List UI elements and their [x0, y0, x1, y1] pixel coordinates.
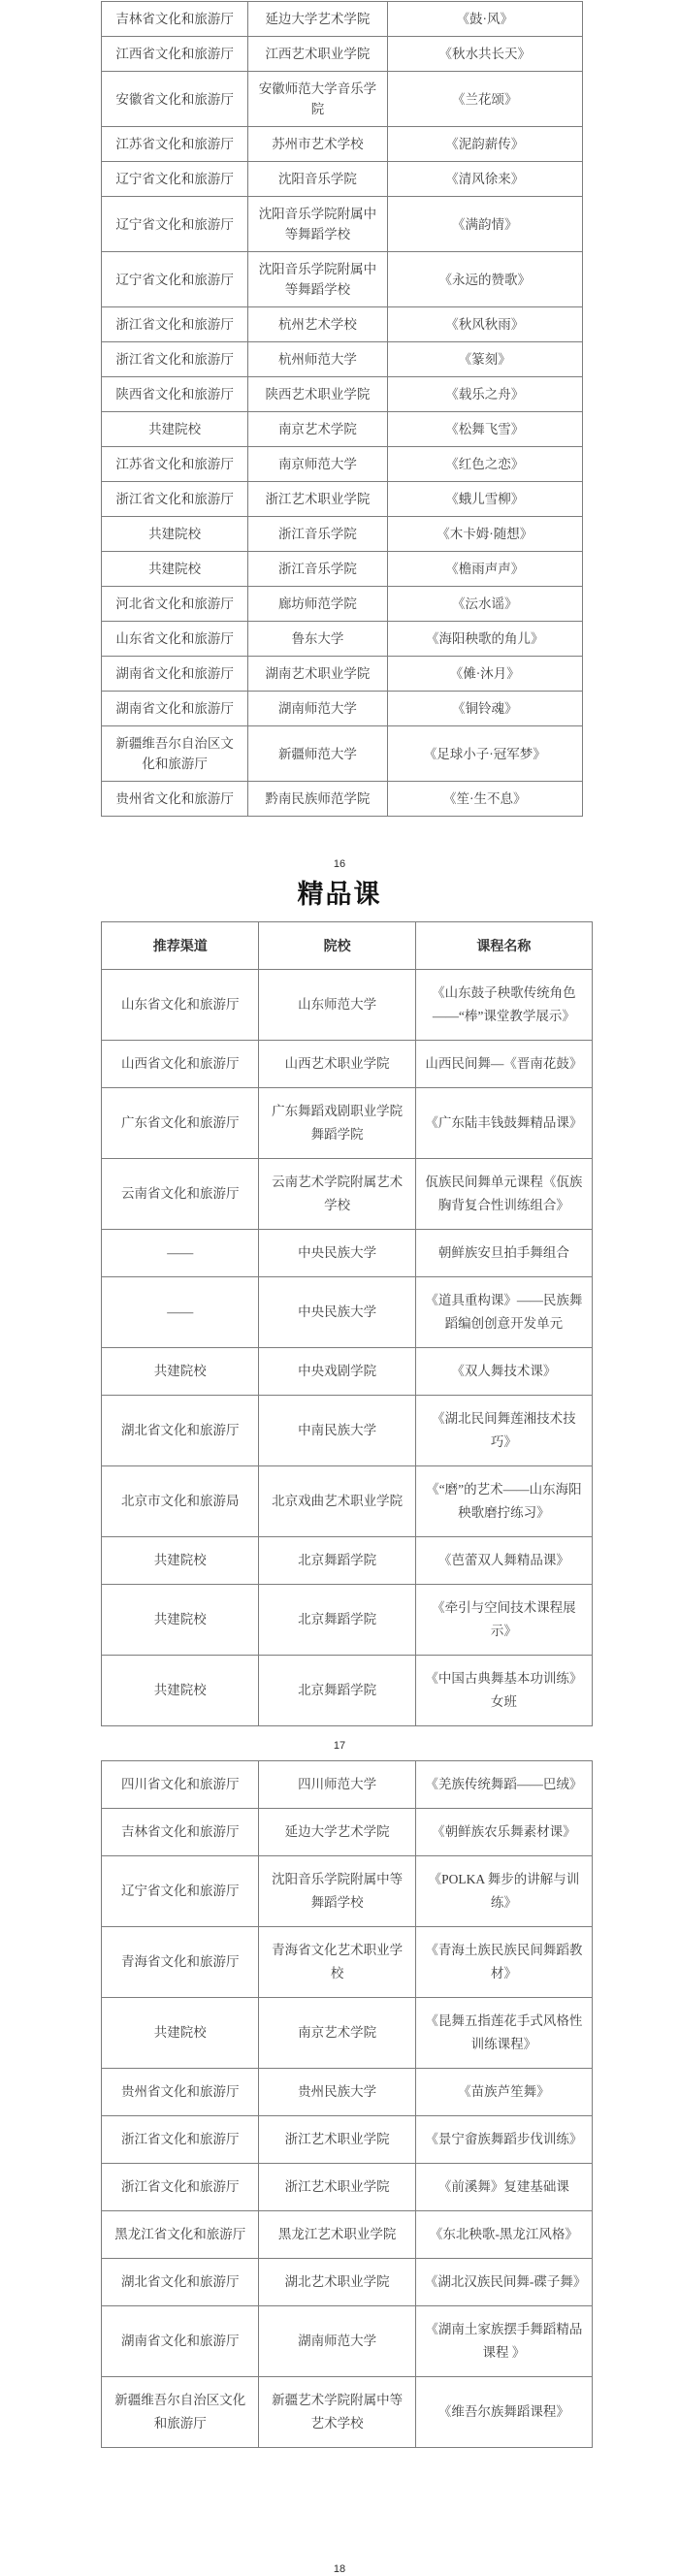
- table-cell: 陕西省文化和旅游厅: [102, 377, 248, 412]
- table-row: [102, 2259, 593, 2306]
- table-cell: 湖南省文化和旅游厅: [102, 657, 248, 692]
- table-cell: 《红色之恋》: [387, 447, 582, 482]
- table-cell: 贵州民族大学: [259, 2069, 415, 2116]
- column-header-school: 院校: [259, 922, 415, 970]
- table-cell: 《牵引与空间技术课程展示》: [415, 1585, 592, 1656]
- table-cell: 北京舞蹈学院: [259, 1585, 415, 1656]
- table-cell: 《海阳秧歌的角儿》: [387, 622, 582, 657]
- table-cell: 浙江音乐学院: [248, 517, 387, 552]
- table-cell: 广东省文化和旅游厅: [102, 1088, 259, 1159]
- column-header-course: 课程名称: [415, 922, 592, 970]
- table-cell: 鲁东大学: [248, 622, 387, 657]
- table-cell: 湖南省文化和旅游厅: [102, 692, 248, 726]
- table-row: [102, 2069, 593, 2116]
- table-cell: 《山东鼓子秧歌传统角色——“棒”课堂教学展示》: [415, 970, 592, 1041]
- table-row: [102, 307, 583, 342]
- table-cell: 苏州市艺术学校: [248, 127, 387, 162]
- table-cell: 湖南省文化和旅游厅: [102, 2306, 259, 2377]
- table-row: [102, 1927, 593, 1998]
- table-cell: 《景宁畲族舞蹈步伐训练》: [415, 2116, 592, 2164]
- table-cell: 共建院校: [102, 1656, 259, 1726]
- table-cell: 《POLKA 舞步的讲解与训练》: [415, 1856, 592, 1927]
- table-row: [102, 2164, 593, 2211]
- table-cell: 浙江省文化和旅游厅: [102, 307, 248, 342]
- table-cell: 山东省文化和旅游厅: [102, 622, 248, 657]
- table-cell: 辽宁省文化和旅游厅: [102, 162, 248, 197]
- table-cell: 廊坊师范学院: [248, 587, 387, 622]
- table-row: [102, 127, 583, 162]
- table-cell: 黔南民族师范学院: [248, 782, 387, 817]
- table-cell: 青海省文化艺术职业学校: [259, 1927, 415, 1998]
- table-cell: 四川省文化和旅游厅: [102, 1761, 259, 1809]
- table-cell: 江西省文化和旅游厅: [102, 37, 248, 72]
- table-row: [102, 1348, 593, 1396]
- table-cell: 辽宁省文化和旅游厅: [102, 1856, 259, 1927]
- table-row: [102, 1230, 593, 1277]
- document-page: [0, 1, 679, 2575]
- table-row: [102, 692, 583, 726]
- table-cell: 《篆刻》: [387, 342, 582, 377]
- table-cell: 浙江省文化和旅游厅: [102, 342, 248, 377]
- table-cell: 沈阳音乐学院附属中等舞蹈学校: [248, 252, 387, 307]
- table-row: [102, 197, 583, 252]
- table-row: [102, 37, 583, 72]
- table-cell: 湖南师范大学: [259, 2306, 415, 2377]
- table-cell: 《秋水共长天》: [387, 37, 582, 72]
- table-cell: 南京艺术学院: [259, 1998, 415, 2069]
- table-cell: 山东师范大学: [259, 970, 415, 1041]
- table-cell: 佤族民间舞单元课程《佤族胸背复合性训练组合》: [415, 1159, 592, 1230]
- table-row: [102, 2, 583, 37]
- table-cell: 《铜铃魂》: [387, 692, 582, 726]
- table-cell: 中央民族大学: [259, 1230, 415, 1277]
- table-cell: 《青海土族民族民间舞蹈教材》: [415, 1927, 592, 1998]
- table-cell: 北京舞蹈学院: [259, 1537, 415, 1585]
- table-cell: 《“磨”的艺术——山东海阳秧歌磨拧练习》: [415, 1466, 592, 1537]
- table-cell: 浙江省文化和旅游厅: [102, 2116, 259, 2164]
- table-cell: 《广东陆丰钱鼓舞精品课》: [415, 1088, 592, 1159]
- table-cell: 辽宁省文化和旅游厅: [102, 252, 248, 307]
- table-cell: 沈阳音乐学院附属中等舞蹈学校: [259, 1856, 415, 1927]
- table-cell: 安徽省文化和旅游厅: [102, 72, 248, 127]
- table-row: [102, 726, 583, 782]
- table-cell: 《湖北民间舞莲湘技术技巧》: [415, 1396, 592, 1466]
- table-row: [102, 517, 583, 552]
- table-cell: 山东省文化和旅游厅: [102, 970, 259, 1041]
- table-cell: 《苗族芦笙舞》: [415, 2069, 592, 2116]
- table-cell: 浙江音乐学院: [248, 552, 387, 587]
- table-cell: 《昆舞五指莲花手式风格性训练课程》: [415, 1998, 592, 2069]
- table-cell: 共建院校: [102, 517, 248, 552]
- table-cell: 新疆维吾尔自治区文化和旅游厅: [102, 2377, 259, 2448]
- table-cell: 中南民族大学: [259, 1396, 415, 1466]
- table-header-row: [102, 922, 593, 970]
- table-row: [102, 1537, 593, 1585]
- table-cell: 《木卡姆·随想》: [387, 517, 582, 552]
- table-cell: 《兰花颂》: [387, 72, 582, 127]
- table-cell: 共建院校: [102, 412, 248, 447]
- table-row: [102, 782, 583, 817]
- table-cell: 共建院校: [102, 1348, 259, 1396]
- table-cell: 《清风徐来》: [387, 162, 582, 197]
- table-cell: 《笙·生不息》: [387, 782, 582, 817]
- page-number: 18: [333, 2563, 346, 2575]
- table-cell: 《道具重构课》——民族舞蹈编创创意开发单元: [415, 1277, 592, 1348]
- table-cell: 《檐雨声声》: [387, 552, 582, 587]
- table-cell: 《前溪舞》复建基础课: [415, 2164, 592, 2211]
- table-cell: 南京师范大学: [248, 447, 387, 482]
- table-cell: 浙江省文化和旅游厅: [102, 482, 248, 517]
- table-cell: 浙江省文化和旅游厅: [102, 2164, 259, 2211]
- table-cell: 江苏省文化和旅游厅: [102, 447, 248, 482]
- table-cell: 《东北秧歌-黑龙江风格》: [415, 2211, 592, 2259]
- table-cell: 《蛾儿雪柳》: [387, 482, 582, 517]
- table-row: [102, 1088, 593, 1159]
- table-cell: 杭州艺术学校: [248, 307, 387, 342]
- table-cell: 《鼓·风》: [387, 2, 582, 37]
- table-row: [102, 482, 583, 517]
- table-cell: 共建院校: [102, 552, 248, 587]
- table-cell: 北京戏曲艺术职业学院: [259, 1466, 415, 1537]
- section-title: 精品课: [297, 880, 382, 909]
- table-cell: 安徽师范大学音乐学院: [248, 72, 387, 127]
- table-cell: 青海省文化和旅游厅: [102, 1927, 259, 1998]
- column-header-channel: 推荐渠道: [102, 922, 259, 970]
- table-cell: 浙江艺术职业学院: [248, 482, 387, 517]
- table-cell: 《载乐之舟》: [387, 377, 582, 412]
- table-cell: 河北省文化和旅游厅: [102, 587, 248, 622]
- table-cell: 湖北艺术职业学院: [259, 2259, 415, 2306]
- table-cell: 浙江艺术职业学院: [259, 2164, 415, 2211]
- table-row: [102, 1466, 593, 1537]
- table-row: [102, 1856, 593, 1927]
- table-cell: 新疆艺术学院附属中等艺术学校: [259, 2377, 415, 2448]
- table-cell: 黑龙江艺术职业学院: [259, 2211, 415, 2259]
- table-cell: 广东舞蹈戏剧职业学院舞蹈学院: [259, 1088, 415, 1159]
- table-row: [102, 2116, 593, 2164]
- page-number: 16: [333, 858, 346, 870]
- table-row: [102, 587, 583, 622]
- table-cell: ——: [102, 1277, 259, 1348]
- table-row: [102, 1998, 593, 2069]
- table-cell: 延边大学艺术学院: [248, 2, 387, 37]
- table-cell: 延边大学艺术学院: [259, 1809, 415, 1856]
- table-cell: 《朝鲜族农乐舞素材课》: [415, 1809, 592, 1856]
- table-cell: 浙江艺术职业学院: [259, 2116, 415, 2164]
- table-row: [102, 447, 583, 482]
- table-cell: 湖南师范大学: [248, 692, 387, 726]
- table-row: [102, 1656, 593, 1726]
- table-cell: ——: [102, 1230, 259, 1277]
- table-cell: 共建院校: [102, 1537, 259, 1585]
- table-cell: 《松舞飞雪》: [387, 412, 582, 447]
- table-cell: 《秋风秋雨》: [387, 307, 582, 342]
- table-cell: 《中国古典舞基本功训练》女班: [415, 1656, 592, 1726]
- table-cell: 中央戏剧学院: [259, 1348, 415, 1396]
- table-cell: 吉林省文化和旅游厅: [102, 1809, 259, 1856]
- table-cell: 贵州省文化和旅游厅: [102, 782, 248, 817]
- table-cell: 《羌族传统舞蹈——巴绒》: [415, 1761, 592, 1809]
- table-cell: 中央民族大学: [259, 1277, 415, 1348]
- table-row: [102, 72, 583, 127]
- table-cell: 黑龙江省文化和旅游厅: [102, 2211, 259, 2259]
- table-cell: 《湖南土家族摆手舞蹈精品课程 》: [415, 2306, 592, 2377]
- table-cell: 新疆师范大学: [248, 726, 387, 782]
- quality-courses-table: [101, 921, 593, 1726]
- table-cell: 云南艺术学院附属艺术学校: [259, 1159, 415, 1230]
- table-cell: 共建院校: [102, 1998, 259, 2069]
- table-row: [102, 1809, 593, 1856]
- table-cell: 《泥韵薪传》: [387, 127, 582, 162]
- page-number: 17: [333, 1740, 346, 1752]
- table-cell: 湖北省文化和旅游厅: [102, 2259, 259, 2306]
- table-cell: 江苏省文化和旅游厅: [102, 127, 248, 162]
- table-cell: 新疆维吾尔自治区文化和旅游厅: [102, 726, 248, 782]
- table-cell: 《芭蕾双人舞精品课》: [415, 1537, 592, 1585]
- table-row: [102, 162, 583, 197]
- table-cell: 湖南艺术职业学院: [248, 657, 387, 692]
- table-cell: 共建院校: [102, 1585, 259, 1656]
- table-cell: 《双人舞技术课》: [415, 1348, 592, 1396]
- table-cell: 吉林省文化和旅游厅: [102, 2, 248, 37]
- table-row: [102, 1041, 593, 1088]
- table-row: [102, 252, 583, 307]
- table-cell: 陕西艺术职业学院: [248, 377, 387, 412]
- table-row: [102, 377, 583, 412]
- table-row: [102, 2211, 593, 2259]
- table-cell: 辽宁省文化和旅游厅: [102, 197, 248, 252]
- table-row: [102, 1396, 593, 1466]
- table-row: [102, 2377, 593, 2448]
- table-cell: 北京舞蹈学院: [259, 1656, 415, 1726]
- table-cell: 沈阳音乐学院附属中等舞蹈学校: [248, 197, 387, 252]
- table-cell: 贵州省文化和旅游厅: [102, 2069, 259, 2116]
- table-row: [102, 1277, 593, 1348]
- table-cell: 《傩·沐月》: [387, 657, 582, 692]
- table-row: [102, 1761, 593, 1809]
- table-row: [102, 970, 593, 1041]
- table-cell: 《沄水谣》: [387, 587, 582, 622]
- table-cell: 南京艺术学院: [248, 412, 387, 447]
- table-cell: 山西省文化和旅游厅: [102, 1041, 259, 1088]
- table-row: [102, 1585, 593, 1656]
- table-row: [102, 657, 583, 692]
- table-row: [102, 2306, 593, 2377]
- works-table-continued: [101, 1, 583, 817]
- table-cell: 江西艺术职业学院: [248, 37, 387, 72]
- table-cell: 湖北省文化和旅游厅: [102, 1396, 259, 1466]
- table-cell: 山西艺术职业学院: [259, 1041, 415, 1088]
- table-cell: 《满韵情》: [387, 197, 582, 252]
- table-cell: 北京市文化和旅游局: [102, 1466, 259, 1537]
- table-cell: 《足球小子·冠军梦》: [387, 726, 582, 782]
- table-row: [102, 342, 583, 377]
- table-cell: 四川师范大学: [259, 1761, 415, 1809]
- table-cell: 《湖北汉族民间舞-碟子舞》: [415, 2259, 592, 2306]
- table-cell: 杭州师范大学: [248, 342, 387, 377]
- table-row: [102, 412, 583, 447]
- table-cell: 山西民间舞—《晋南花鼓》: [415, 1041, 592, 1088]
- table-cell: 朝鲜族安旦拍手舞组合: [415, 1230, 592, 1277]
- table-row: [102, 1159, 593, 1230]
- table-cell: 云南省文化和旅游厅: [102, 1159, 259, 1230]
- table-cell: 沈阳音乐学院: [248, 162, 387, 197]
- quality-courses-table-continued: [101, 1760, 593, 2448]
- table-row: [102, 552, 583, 587]
- table-row: [102, 622, 583, 657]
- table-cell: 《永远的赞歌》: [387, 252, 582, 307]
- table-cell: 《维吾尔族舞蹈课程》: [415, 2377, 592, 2448]
